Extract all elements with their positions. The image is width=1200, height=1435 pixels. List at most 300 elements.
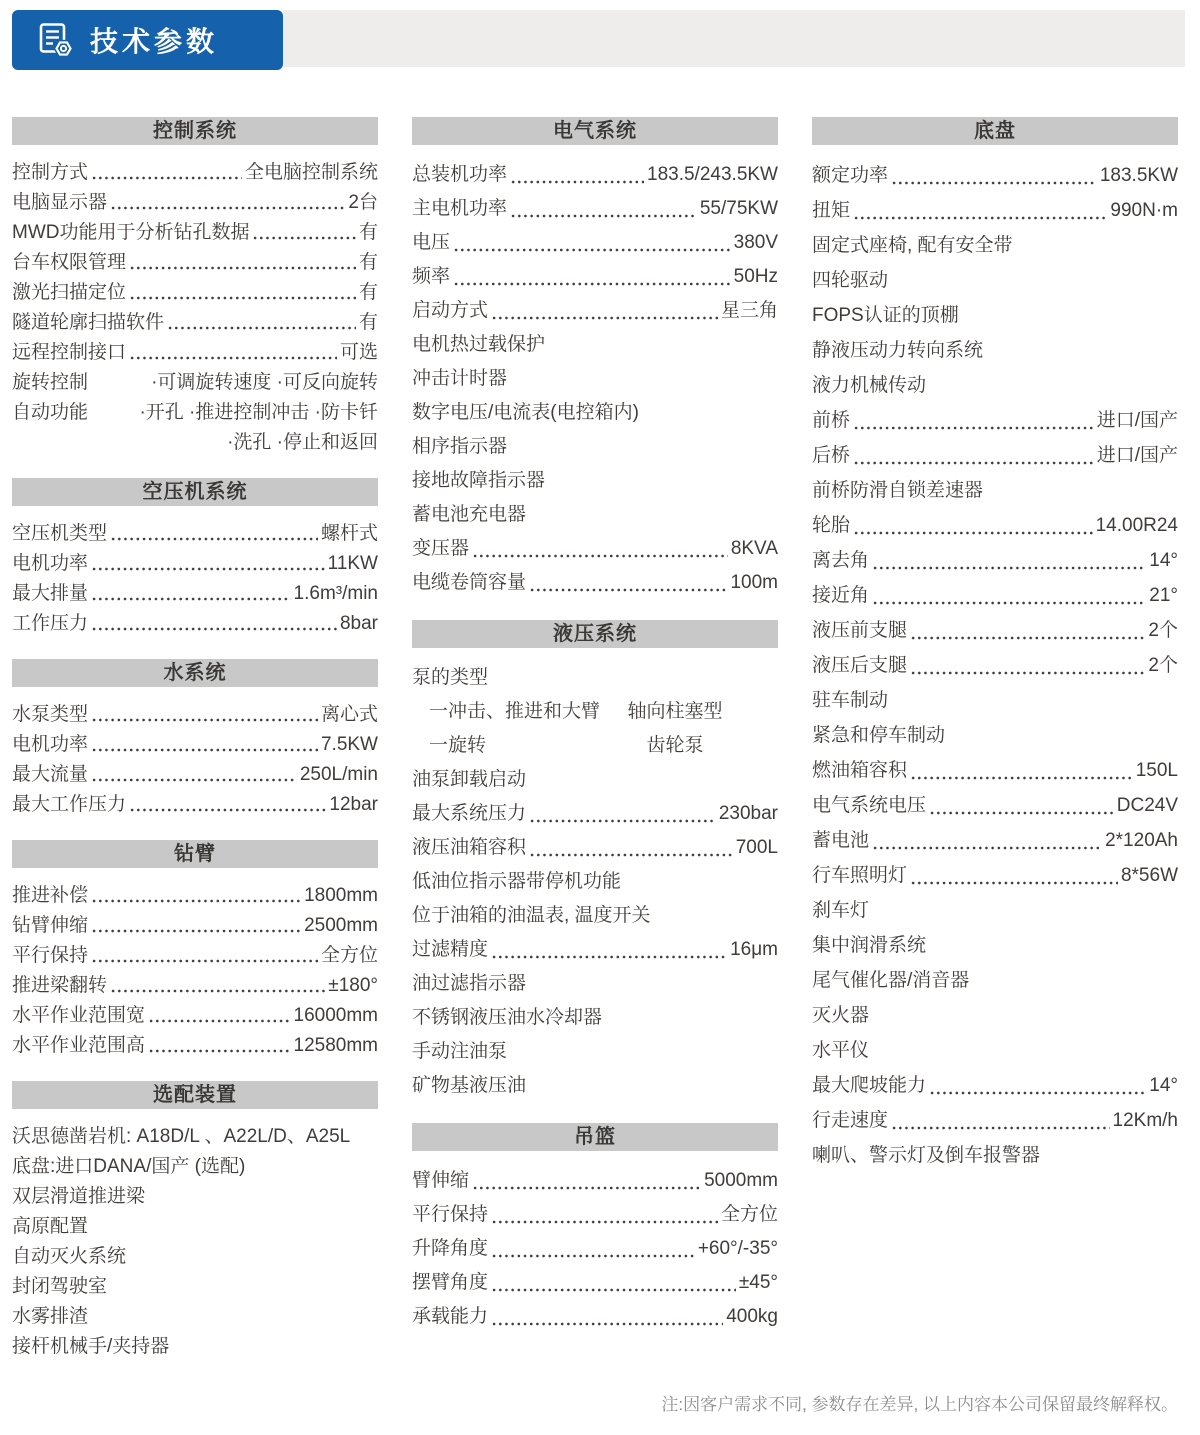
- spec-value: 全方位: [320, 945, 378, 966]
- dotted-leader: [453, 260, 731, 294]
- spec-label: 台车权限管理: [12, 252, 127, 273]
- spec-text: 集中润滑系统: [812, 935, 927, 956]
- spec-label: 总装机功率: [412, 164, 508, 185]
- spec-row: [412, 729, 778, 763]
- spec-row: [412, 695, 778, 729]
- dotted-leader: [91, 549, 325, 579]
- spec-value: 1.6m³/min: [293, 583, 378, 604]
- spec-label: 液压后支腿: [812, 655, 908, 676]
- spec-text: 不锈钢液压油水冷却器: [412, 1007, 603, 1028]
- spec-row: [12, 1212, 378, 1242]
- dotted-leader: [110, 519, 318, 549]
- spec-row: [12, 308, 378, 338]
- dotted-leader: [91, 158, 242, 188]
- spec-value: 有: [358, 312, 378, 333]
- spec-row: [812, 1103, 1178, 1138]
- spec-label: 行走速度: [812, 1110, 889, 1131]
- dotted-leader: [872, 823, 1102, 858]
- spec-row: [12, 428, 378, 458]
- dotted-leader: [929, 1068, 1146, 1103]
- spec-text: 紧急和停车制动: [812, 725, 946, 746]
- spec-label: 过滤精度: [412, 939, 489, 960]
- spec-row: [812, 158, 1178, 193]
- spec-column: [812, 117, 1178, 1193]
- section-header: [12, 117, 378, 145]
- spec-value: 进口/国产: [1096, 445, 1178, 466]
- spec-value: 全方位: [720, 1204, 778, 1225]
- spec-value: ±180°: [328, 975, 378, 996]
- spec-value: 11KW: [327, 553, 378, 574]
- spec-row: [812, 543, 1178, 578]
- spec-row: [412, 430, 778, 464]
- spec-value: ±45°: [738, 1272, 778, 1293]
- spec-row: [812, 613, 1178, 648]
- spec-section: [12, 659, 378, 820]
- spec-label: 推进补偿: [12, 885, 89, 906]
- spec-text: 数字电压/电流表(电控箱内): [412, 402, 639, 423]
- spec-section: [412, 620, 778, 1103]
- spec-row: [812, 753, 1178, 788]
- spec-row: [12, 1122, 378, 1152]
- spec-value: 21°: [1149, 585, 1178, 606]
- spec-row: [812, 333, 1178, 368]
- spec-text: 高原配置: [12, 1216, 89, 1237]
- spec-text: 接杆机械手/夹持器: [12, 1336, 170, 1357]
- spec-row: [12, 941, 378, 971]
- spec-row: [812, 368, 1178, 403]
- spec-row: [12, 158, 378, 188]
- spec-section: [812, 117, 1178, 1173]
- spec-label: 平行保持: [412, 1204, 489, 1225]
- spec-text: 水平仪: [812, 1040, 870, 1061]
- spec-row: [812, 403, 1178, 438]
- spec-text: 冲击计时器: [412, 368, 508, 389]
- spec-value: 700L: [735, 837, 778, 858]
- spec-value: 5000mm: [704, 1170, 778, 1191]
- spec-row: [412, 260, 778, 294]
- spec-row: [812, 788, 1178, 823]
- spec-value: 183.5KW: [1099, 165, 1178, 186]
- spec-text: 四轮驱动: [812, 270, 889, 291]
- spec-row: [12, 1242, 378, 1272]
- spec-value: ·可调旋转速度 ·可反向旋转: [151, 372, 378, 393]
- spec-label: 最大排量: [12, 583, 89, 604]
- spec-value: 16000mm: [293, 1005, 378, 1026]
- spec-row: [812, 648, 1178, 683]
- spec-row: [412, 396, 778, 430]
- section-title: 吊篮: [574, 1126, 616, 1148]
- spec-value: 14°: [1149, 550, 1178, 571]
- dotted-leader: [853, 438, 1094, 473]
- spec-row: [812, 263, 1178, 298]
- spec-row: [812, 858, 1178, 893]
- spec-value: 有: [358, 252, 378, 273]
- dotted-leader: [472, 532, 728, 566]
- spec-label: 电缆卷筒容量: [412, 572, 527, 593]
- spec-row: [12, 1001, 378, 1031]
- spec-row: [812, 1138, 1178, 1173]
- spec-label: 隧道轮廓扫描软件: [12, 312, 165, 333]
- spec-value: 2台: [348, 192, 378, 213]
- spec-row: [812, 823, 1178, 858]
- spec-label: 旋转控制: [12, 372, 89, 393]
- spec-value: 100m: [730, 572, 778, 593]
- spec-row: [412, 831, 778, 865]
- spec-text: 矿物基液压油: [412, 1075, 527, 1096]
- spec-row: [412, 661, 778, 695]
- spec-label: 启动方式: [412, 300, 489, 321]
- spec-row: [812, 683, 1178, 718]
- spec-columns: [12, 117, 1178, 1382]
- spec-text: 手动注油泵: [412, 1041, 508, 1062]
- dotted-leader: [91, 911, 301, 941]
- dotted-leader: [491, 933, 727, 967]
- spec-value: ·洗孔 ·停止和返回: [227, 432, 378, 453]
- spacer: [88, 398, 139, 428]
- spec-text: 沃思德凿岩机: A18D/L 、A22L/D、A25L: [12, 1126, 351, 1147]
- section-header: [12, 1081, 378, 1109]
- spec-label: 水平作业范围宽: [12, 1005, 146, 1026]
- spec-label: 承载能力: [412, 1306, 489, 1327]
- dotted-leader: [148, 1001, 290, 1031]
- spec-value: 进口/国产: [1096, 410, 1178, 431]
- dotted-leader: [891, 1103, 1110, 1138]
- spec-text: 自动灭火系统: [12, 1246, 127, 1267]
- spec-row: [12, 730, 378, 760]
- spec-label: 远程控制接口: [12, 342, 127, 363]
- spec-row: [12, 368, 378, 398]
- spec-text: 尾气催化器/消音器: [812, 970, 970, 991]
- spec-value: 12Km/h: [1112, 1110, 1178, 1131]
- dotted-leader: [472, 1164, 701, 1198]
- spec-row: [412, 1001, 778, 1035]
- spec-label: 升降角度: [412, 1238, 489, 1259]
- spec-text: 位于油箱的油温表, 温度开关: [412, 905, 651, 926]
- spec-row: [412, 226, 778, 260]
- spec-value: 轴向柱塞型: [627, 701, 723, 722]
- spec-section: [412, 1123, 778, 1334]
- spec-row: [412, 1069, 778, 1103]
- section-header: [12, 478, 378, 506]
- spec-text: 驻车制动: [812, 690, 889, 711]
- dotted-leader: [910, 648, 1145, 683]
- spec-section: [412, 117, 778, 600]
- page-title-badge: [12, 10, 283, 70]
- spec-row: [412, 464, 778, 498]
- spec-row: [12, 1031, 378, 1061]
- spec-label: 一旋转: [429, 735, 487, 756]
- spec-label: MWD功能用于分析钻孔数据: [12, 222, 250, 243]
- section-title: 空压机系统: [142, 481, 248, 503]
- spec-value: 8KVA: [730, 538, 778, 559]
- spec-value: 55/75KW: [699, 198, 778, 219]
- spec-row: [812, 578, 1178, 613]
- spec-label: 扭矩: [812, 200, 851, 221]
- section-header: [12, 659, 378, 687]
- spec-row: [812, 998, 1178, 1033]
- spec-value: 2个: [1148, 620, 1178, 641]
- spec-value: 8*56W: [1120, 865, 1178, 886]
- spec-value: 1800mm: [304, 885, 378, 906]
- section-title: 控制系统: [153, 120, 237, 142]
- dotted-leader: [129, 790, 326, 820]
- spec-value: 全电脑控制系统: [244, 162, 378, 183]
- spec-value: 螺杆式: [320, 523, 378, 544]
- spec-text: 接地故障指示器: [412, 470, 546, 491]
- spec-row: [412, 1164, 778, 1198]
- dotted-leader: [91, 941, 318, 971]
- spec-column: [412, 117, 778, 1354]
- spec-value: 990N·m: [1110, 200, 1178, 221]
- spec-value: 2个: [1148, 655, 1178, 676]
- spec-section: [12, 1081, 378, 1362]
- header-strip: [283, 10, 1185, 67]
- spec-row: [12, 1272, 378, 1302]
- spec-value: 8bar: [339, 613, 378, 634]
- section-title: 水系统: [163, 662, 227, 684]
- spec-row: [812, 193, 1178, 228]
- spec-row: [12, 248, 378, 278]
- dotted-leader: [491, 294, 718, 328]
- spec-row: [12, 1302, 378, 1332]
- dotted-leader: [491, 1300, 723, 1334]
- spec-row: [812, 1068, 1178, 1103]
- spec-text: FOPS认证的顶棚: [812, 305, 959, 326]
- spec-row: [812, 473, 1178, 508]
- spec-row: [412, 328, 778, 362]
- spec-row: [812, 1033, 1178, 1068]
- spec-value: 230bar: [718, 803, 778, 824]
- spec-row: [412, 498, 778, 532]
- dotted-leader: [453, 226, 731, 260]
- spec-label: 水泵类型: [12, 704, 89, 725]
- spec-text: 喇叭、警示灯及倒车报警器: [812, 1145, 1041, 1166]
- footer-disclaimer: 注:因客户需求不同, 参数存在差异, 以上内容本公司保留最终解释权。: [661, 1395, 1178, 1414]
- spec-label: 燃油箱容积: [812, 760, 908, 781]
- spec-row: [812, 228, 1178, 263]
- spec-value: 离心式: [320, 704, 378, 725]
- dotted-leader: [91, 700, 318, 730]
- spec-label: 额定功率: [812, 165, 889, 186]
- spec-value: +60°/-35°: [697, 1238, 778, 1259]
- spec-label: 前桥: [812, 410, 851, 431]
- spec-label: 轮胎: [812, 515, 851, 536]
- spec-label: 主电机功率: [412, 198, 508, 219]
- spec-row: [12, 790, 378, 820]
- section-header: [412, 1123, 778, 1151]
- spec-value: 400kg: [726, 1306, 778, 1327]
- spec-label: 水平作业范围高: [12, 1035, 146, 1056]
- spec-text: 底盘:进口DANA/国产 (选配): [12, 1156, 246, 1177]
- spec-value: 14°: [1149, 1075, 1178, 1096]
- spec-label: 自动功能: [12, 402, 89, 423]
- dotted-leader: [110, 971, 325, 1001]
- dotted-leader: [929, 788, 1114, 823]
- dotted-leader: [872, 578, 1146, 613]
- spec-row: [12, 1332, 378, 1362]
- spec-row: [12, 218, 378, 248]
- dotted-leader: [529, 566, 727, 600]
- dotted-leader: [129, 338, 337, 368]
- spec-value: 有: [358, 282, 378, 303]
- spec-label: 蓄电池: [812, 830, 870, 851]
- spec-sheet-icon: [36, 21, 74, 59]
- spec-row: [412, 566, 778, 600]
- spec-row: [412, 192, 778, 226]
- spec-row: [12, 278, 378, 308]
- section-header: [12, 840, 378, 868]
- dotted-leader: [110, 188, 345, 218]
- spec-row: [412, 532, 778, 566]
- spec-label: 一冲击、推进和大臂: [429, 701, 601, 722]
- spec-label: 接近角: [812, 585, 870, 606]
- spec-text: 固定式座椅, 配有安全带: [812, 235, 1013, 256]
- spec-text: 蓄电池充电器: [412, 504, 527, 525]
- spec-label: 控制方式: [12, 162, 89, 183]
- spec-label: 电压: [412, 232, 451, 253]
- spec-label: 空压机类型: [12, 523, 108, 544]
- spec-row: [12, 911, 378, 941]
- section-header: [412, 620, 778, 648]
- spec-section: [12, 478, 378, 639]
- dotted-leader: [853, 193, 1107, 228]
- section-header: [412, 117, 778, 145]
- spec-value: 250L/min: [299, 764, 378, 785]
- dotted-leader: [491, 1198, 718, 1232]
- dotted-leader: [129, 278, 356, 308]
- dotted-leader: [129, 248, 356, 278]
- spec-row: [412, 933, 778, 967]
- spec-row: [412, 967, 778, 1001]
- spec-row: [12, 700, 378, 730]
- page-title: 技术参数: [90, 26, 219, 57]
- spec-value: 50Hz: [733, 266, 778, 287]
- section-title: 液压系统: [553, 623, 637, 645]
- spec-row: [812, 718, 1178, 753]
- spec-label: 工作压力: [12, 613, 89, 634]
- spec-row: [412, 865, 778, 899]
- dotted-leader: [167, 308, 356, 338]
- dotted-leader: [91, 881, 301, 911]
- dotted-leader: [491, 1232, 695, 1266]
- spec-value: 12580mm: [293, 1035, 378, 1056]
- dotted-leader: [91, 760, 297, 790]
- spec-label: 激光扫描定位: [12, 282, 127, 303]
- spec-value: 2500mm: [304, 915, 378, 936]
- spec-label: 推进梁翻转: [12, 975, 108, 996]
- dotted-leader: [853, 403, 1094, 438]
- dotted-leader: [91, 730, 318, 760]
- spec-row: [12, 609, 378, 639]
- spec-label: 最大工作压力: [12, 794, 127, 815]
- spec-text: 液力机械传动: [812, 375, 927, 396]
- spec-section: [12, 117, 378, 458]
- spec-value: 7.5KW: [320, 734, 378, 755]
- dotted-leader: [891, 158, 1097, 193]
- spec-label: 行车照明灯: [812, 865, 908, 886]
- spec-label: 频率: [412, 266, 451, 287]
- spec-row: [12, 519, 378, 549]
- spec-text: 油过滤指示器: [412, 973, 527, 994]
- dotted-leader: [252, 218, 356, 248]
- spec-text: 低油位指示器带停机功能: [412, 871, 622, 892]
- section-title: 选配装置: [153, 1084, 237, 1106]
- spec-column: [12, 117, 378, 1382]
- spec-row: [12, 549, 378, 579]
- spec-label: 摆臂角度: [412, 1272, 489, 1293]
- section-title: 电气系统: [553, 120, 637, 142]
- dotted-leader: [91, 579, 291, 609]
- spec-row: [12, 971, 378, 1001]
- spacer: [88, 368, 151, 398]
- spec-text: 相序指示器: [412, 436, 508, 457]
- dotted-leader: [910, 613, 1145, 648]
- spec-label: 离去角: [812, 550, 870, 571]
- spec-value: 14.00R24: [1095, 515, 1178, 536]
- spec-label: 电气系统电压: [812, 795, 927, 816]
- spec-label: 最大系统压力: [412, 803, 527, 824]
- spec-row: [412, 294, 778, 328]
- spec-row: [812, 508, 1178, 543]
- spec-label: 最大流量: [12, 764, 89, 785]
- spec-value: 齿轮泵: [646, 735, 704, 756]
- section-title: 底盘: [974, 120, 1016, 142]
- spec-text: 油泵卸载启动: [412, 769, 527, 790]
- spec-value: 12bar: [329, 794, 378, 815]
- spec-text: 静液压动力转向系统: [812, 340, 984, 361]
- dotted-leader: [872, 543, 1146, 578]
- spec-row: [12, 398, 378, 428]
- spec-row: [412, 1232, 778, 1266]
- spec-value: ·开孔 ·推进控制冲击 ·防卡钎: [139, 402, 378, 423]
- spec-value: DC24V: [1116, 795, 1178, 816]
- spec-value: 2*120Ah: [1105, 830, 1178, 851]
- spec-section: [12, 840, 378, 1061]
- dotted-leader: [529, 797, 716, 831]
- spec-label: 平行保持: [12, 945, 89, 966]
- spec-value: 16μm: [730, 939, 778, 960]
- spec-row: [812, 893, 1178, 928]
- spec-row: [412, 899, 778, 933]
- spec-text: 水雾排渣: [12, 1306, 89, 1327]
- spec-row: [12, 338, 378, 368]
- spec-row: [12, 760, 378, 790]
- spec-text: 封闭驾驶室: [12, 1276, 108, 1297]
- spec-label: 电机功率: [12, 553, 89, 574]
- dotted-leader: [148, 1031, 290, 1061]
- spec-row: [12, 881, 378, 911]
- section-title: 钻臂: [174, 843, 216, 865]
- spec-label: 臂伸缩: [412, 1170, 470, 1191]
- dotted-leader: [510, 192, 697, 226]
- spec-value: 可选: [339, 342, 378, 363]
- spec-row: [412, 362, 778, 396]
- spec-row: [12, 1152, 378, 1182]
- spec-row: [812, 963, 1178, 998]
- spec-row: [412, 763, 778, 797]
- spec-label: 液压前支腿: [812, 620, 908, 641]
- spec-text: 电机热过载保护: [412, 334, 546, 355]
- dotted-leader: [510, 158, 644, 192]
- spec-value: 183.5/243.5KW: [647, 164, 778, 185]
- dotted-leader: [91, 609, 337, 639]
- spec-row: [812, 928, 1178, 963]
- spec-row: [412, 1266, 778, 1300]
- spec-label: 钻臂伸缩: [12, 915, 89, 936]
- spec-label: 液压油箱容积: [412, 837, 527, 858]
- spec-label: 最大爬坡能力: [812, 1075, 927, 1096]
- spec-row: [12, 579, 378, 609]
